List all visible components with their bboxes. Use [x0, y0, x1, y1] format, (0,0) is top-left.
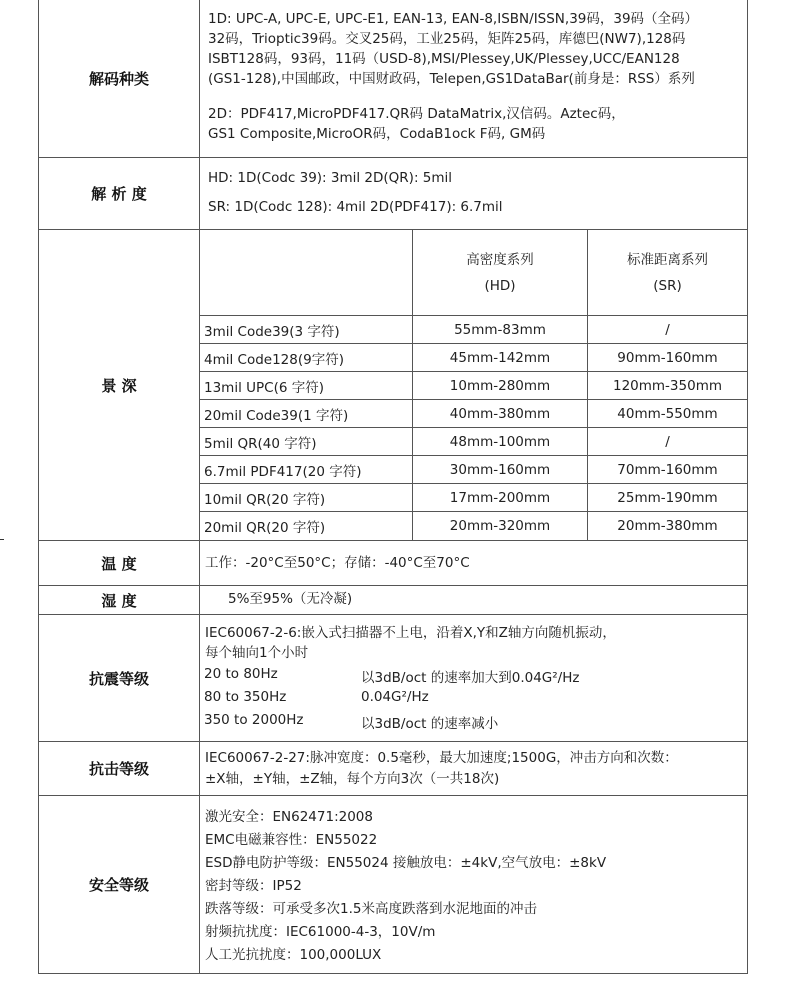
- row-vibration: [39, 614, 747, 741]
- safety-line: 密封等级：IP52: [205, 878, 302, 894]
- depth-sr: /: [665, 433, 670, 450]
- safety-line: 射频抗扰度：IEC61000-4-3，10V/m: [205, 924, 436, 940]
- depth-hd: 40mm-380mm: [449, 405, 551, 422]
- depth-label: 景 深: [39, 230, 200, 540]
- decode-1d-line: 1D: UPC-A, UPC-E, UPC-E1, EAN-13, EAN-8,ISBN/ISSN,39码，39码（全码）: [208, 11, 699, 27]
- safety-line: ESD静电防护等级：EN55024 接触放电：±4kV,空气放电：±8kV: [205, 855, 607, 871]
- decode-1d-line: 32码，Trioptic39码。交叉25码，工业25码，矩阵25码，库德巴(NW7),128码: [208, 31, 686, 47]
- decode-2d-line: 2D：PDF417,MicroPDF417.QR码 DataMatrix,汉信码。Aztec码，: [208, 106, 625, 122]
- decode-1d-line: ISBT128码，93码，11码（USD-8),MSI/Plessey,UK/Plessey,UCC/EAN128: [208, 51, 680, 67]
- row-safety: [39, 795, 747, 973]
- depth-sr: 40mm-550mm: [617, 405, 718, 422]
- temperature-value: 工作：-20°C至50°C；存储：-40°C至70°C: [205, 555, 470, 571]
- shock-line: IEC60067-2-27:脉冲宽度：0.5毫秒，最大加速度;1500G，冲击方向和次数：: [205, 750, 678, 766]
- temperature-label: 温 度: [39, 541, 200, 585]
- vibration-intro: 每个轴向1个小时: [205, 645, 309, 661]
- depth-code: 6.7mil PDF417(20 字符): [204, 463, 362, 480]
- vibration-range: 350 to 2000Hz: [204, 712, 304, 728]
- depth-code: 4mil Code128(9字符): [204, 351, 344, 368]
- vibration-range: 20 to 80Hz: [204, 666, 278, 682]
- vibration-desc: 以3dB/oct 的速率减小: [361, 716, 499, 732]
- resolution-label: 解 析 度: [39, 158, 200, 229]
- safety-line: EMC电磁兼容性：EN55022: [205, 832, 378, 848]
- spec-table: [38, 0, 748, 974]
- depth-header-hd-title: 高密度系列: [466, 251, 534, 268]
- depth-hd: 55mm-83mm: [454, 321, 546, 338]
- shock-label: 抗击等级: [39, 742, 200, 795]
- depth-hd: 48mm-100mm: [449, 433, 551, 450]
- margin-tick: [0, 539, 4, 540]
- vibration-desc: 0.04G²/Hz: [361, 689, 429, 705]
- decode-2d-line: GS1 Composite,MicroOR码，CodaB1ock F码, GM码: [208, 126, 546, 142]
- row-shock: [39, 741, 747, 795]
- resolution-hd: HD: 1D(Codc 39): 3mil 2D(QR): 5mil: [208, 170, 453, 186]
- vibration-desc: 以3dB/oct 的速率加大到0.04G²/Hz: [361, 670, 580, 686]
- depth-sr: /: [665, 321, 670, 338]
- resolution-value: [200, 158, 747, 229]
- depth-sr: 20mm-380mm: [617, 518, 718, 534]
- safety-line: 跌落等级：可承受多次1.5米高度跌落到水泥地面的冲击: [205, 901, 537, 917]
- depth-code: 3mil Code39(3 字符): [204, 323, 340, 340]
- depth-sr: 90mm-160mm: [617, 349, 718, 366]
- depth-hd: 17mm-200mm: [449, 489, 551, 506]
- resolution-sr: SR: 1D(Codc 128): 4mil 2D(PDF417): 6.7mil: [208, 199, 503, 215]
- depth-code: 20mil QR(20 字符): [204, 520, 326, 536]
- row-decode: [39, 0, 747, 157]
- row-temperature: [39, 540, 747, 585]
- depth-header-sr-title: 标准距离系列: [627, 251, 708, 268]
- decode-1d-line: (GS1-128),中国邮政，中国财政码，Telepen,GS1DataBar(前身是：RSS）系列: [208, 71, 695, 87]
- depth-sr: 25mm-190mm: [617, 489, 718, 506]
- shock-line: ±X轴，±Y轴，±Z轴，每个方向3次（一共18次): [205, 771, 500, 787]
- depth-header-sr: [588, 230, 747, 315]
- humidity-value: 5%至95%（无冷凝): [228, 591, 353, 607]
- depth-code: 13mil UPC(6 字符): [204, 379, 324, 396]
- depth-hd: 30mm-160mm: [449, 461, 551, 478]
- row-humidity: [39, 585, 747, 614]
- depth-sr: 70mm-160mm: [617, 461, 718, 478]
- depth-hd: 20mm-320mm: [449, 518, 551, 534]
- vibration-range: 80 to 350Hz: [204, 689, 287, 705]
- humidity-label: 湿 度: [39, 586, 200, 614]
- depth-code: 20mil Code39(1 字符): [204, 407, 349, 424]
- depth-header-hd: [413, 230, 587, 315]
- decode-label: 解码种类: [39, 0, 200, 157]
- vibration-intro: IEC60067-2-6:嵌入式扫描器不上电，沿着X,Y和Z轴方向随机振动，: [205, 625, 616, 641]
- decode-value: [200, 0, 747, 157]
- depth-header-sr-sub: (SR): [653, 277, 682, 294]
- depth-sr: 120mm-350mm: [612, 377, 722, 394]
- depth-hd: 45mm-142mm: [449, 349, 551, 366]
- safety-label: 安全等级: [39, 796, 200, 973]
- row-resolution: [39, 157, 747, 229]
- depth-code: 5mil QR(40 字符): [204, 435, 317, 452]
- safety-line: 人工光抗扰度：100,000LUX: [205, 947, 382, 963]
- depth-hd: 10mm-280mm: [449, 377, 551, 394]
- vibration-label: 抗震等级: [39, 615, 200, 741]
- depth-header-hd-sub: (HD): [484, 277, 516, 294]
- depth-code: 10mil QR(20 字符): [204, 491, 326, 508]
- safety-line: 激光安全：EN62471:2008: [205, 809, 373, 825]
